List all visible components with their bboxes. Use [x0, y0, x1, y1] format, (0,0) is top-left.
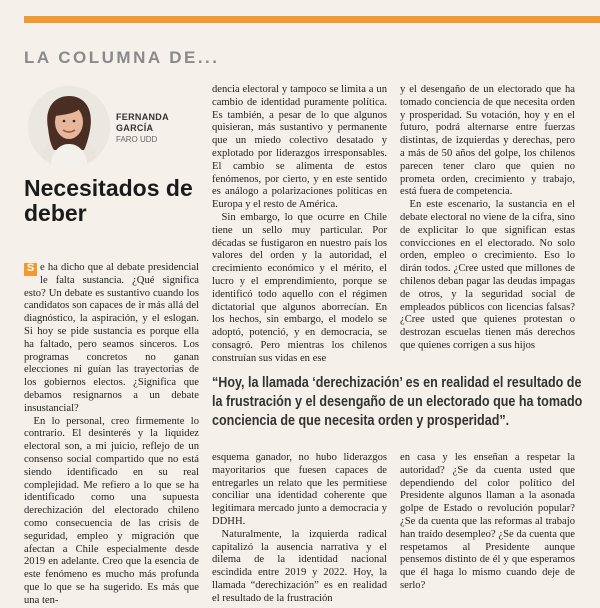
article-column-3 [400, 84, 575, 353]
paragraph: dencia electoral y tampoco se limita a un cambio de identidad puramente política. Es también, a pesar de lo que algunos quisieran, más sustantivo y permanente que un miedo colectivo desatado y explotado por liderazgos irresponsables. El cambio se alimenta de estos fenómenos, por cierto, y en este sentido es análogo a polarizaciones políticas en Europa y el resto de América. [212, 84, 387, 211]
section-kicker: LA COLUMNA DE... [24, 48, 220, 67]
article-title: Necesitados de deber [24, 175, 193, 226]
paragraph: Naturalmente, la izquierda radical capitalizó la ausencia narrativa y el dilema de la identidad nacional escindida entre 2019 y 2022. Hoy, la llamada “derechización” es en realidad el resultado de la frustración [212, 528, 387, 604]
article-column-3-bottom [400, 452, 575, 593]
paragraph-text: e ha dicho que al debate presidencial le falta sustancia. ¿Qué significa esto? Un debate es sustantivo cuando los candidatos son capaces de ir más allá del diagnóstico, la aspiración, y el eslogan. Si hoy se pide sustancia es porque ella ha faltado, pero seamos sinceros. Los programas concretos no ganan elecciones ni guían las trayectorias de los gobiernos electos. ¿Significa que debamos resignarnos a un debate insustancial? [24, 262, 199, 414]
paragraph [24, 262, 199, 416]
article-column-2 [212, 84, 387, 366]
author-portrait-icon [28, 86, 110, 168]
paragraph: En este escenario, la sustancia en el debate electoral no viene de la cifra, sino de explicitar lo que significan estas convicciones en el electorado. No solo orden, empleo o crecimiento. Eso lo dirán todos. ¿Cree usted que millones de chilenos deban pagar las deudas impagas de otros, y la seguridad social de empleados públicos con licencias falsas? ¿Cree usted que quienes protestan o destrozan escuelas tienen más derechos que quienes corrigen a sus hijos [400, 199, 575, 351]
author-org: FARO UDD [116, 135, 158, 144]
drop-cap: S [24, 263, 37, 276]
paragraph: en casa y les enseñan a respetar la autoridad? ¿Se da cuenta usted que dependiendo del color político del Presidente algunos llaman a la asonada golpe de Estado o revolución popular? ¿Se da cuenta que las reformas al trabajo han traído desempleo? ¿Se da cuenta que respetamos al Presidente aunque pensemos distinto de él y que esperamos que él haga lo mismo cuando deje de serlo? [400, 452, 575, 591]
paragraph: y el desengaño de un electorado que ha tomado conciencia de que necesita orden y prosperidad. Su votación, hoy y en el futuro, podrá alternarse entre fuerzas distintas, de izquierdas y derechas, pero a más de 50 años del golpe, los chilenos parecen tener claro que quien no prometa orden, crecimiento y trabajo, está fuera de competencia. [400, 84, 575, 198]
paragraph: esquema ganador, no hubo liderazgos mayoritarios que fuesen capaces de entregarles un relato que les permitiese conciliar una identidad coherente que legitimara mercado junto a democracia y DDHH. [212, 452, 387, 527]
paragraph: Sin embargo, lo que ocurre en Chile tiene un sello muy particular. Por décadas se fustigaron en nuestro país los valores del orden y la autoridad, el crecimiento económico y el mérito, el lucro y el emprendimiento, porque se identificó todo aquello con el régimen dictatorial que algunos aborrecían. En los hechos, sin embargo, el modelo se adoptó, potenció, y en democracia, se consagró. Pero mientras los chilenos construían sus vidas en ese [212, 211, 387, 364]
author-name: FERNANDA GARCÍA [116, 112, 169, 133]
article-column-1 [24, 262, 199, 608]
article-column-2-bottom [212, 452, 387, 606]
top-accent-bar [24, 16, 600, 23]
paragraph: En lo personal, creo firmemente lo contrario. El desinterés y la liquidez electoral son, a mi juicio, reflejo de un consenso social compartido que no está siendo identificado en su real complejidad. Me refiero a lo que se ha identificado como una supuesta derechización del electorado chileno como consecuencia de las crisis de seguridad, empleo y migración que afectan a Chile especialmente desde 2019 en adelante. Creo que la esencia de este fenómeno es mucho más profunda que lo que se ha sugerido. Es más que una ten- [24, 415, 199, 606]
pull-quote: “Hoy, la llamada ‘derechización’ es en realidad el resultado de la frustración y el desengaño de un electorado que ha tomado conciencia de que necesita orden y prosperidad”. [212, 375, 583, 429]
author-photo [28, 86, 110, 168]
